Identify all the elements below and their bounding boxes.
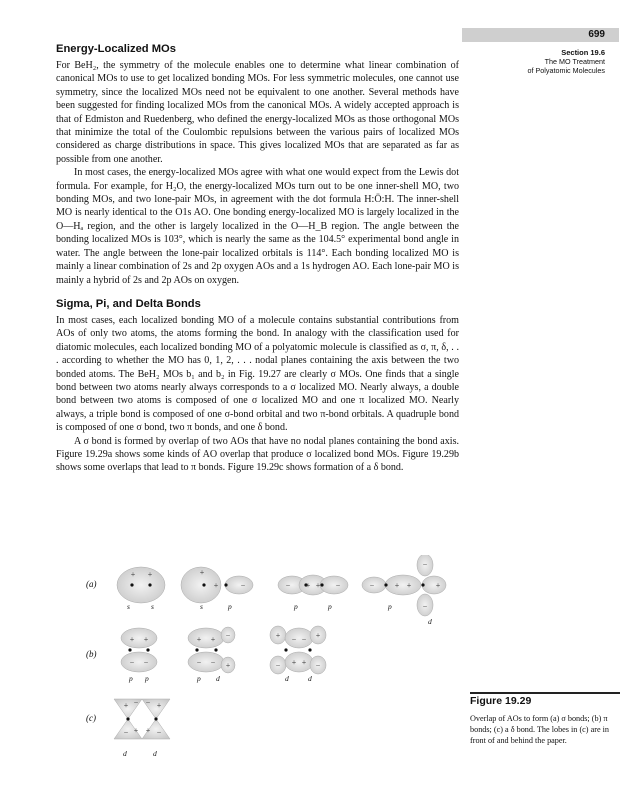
ao-label: d (285, 674, 289, 683)
main-text-column (56, 42, 459, 475)
ao-label: d (428, 617, 432, 626)
svg-text:−: − (145, 698, 151, 707)
orbital-overlap-drawings (56, 555, 466, 775)
svg-text:−: − (335, 581, 341, 590)
svg-text:−: − (196, 658, 202, 667)
section-heading-sigma-pi-delta: Sigma, Pi, and Delta Bonds (56, 297, 201, 310)
section-title-line2: of Polyatomic Molecules (527, 66, 605, 75)
svg-text:+: + (210, 635, 216, 644)
section-number: Section 19.6 (561, 48, 605, 57)
svg-text:+: + (199, 568, 205, 577)
svg-text:+: + (156, 701, 162, 710)
svg-text:−: − (133, 698, 139, 707)
row-label-c: (c) (86, 713, 96, 723)
svg-text:+: + (133, 726, 139, 735)
svg-text:+: + (145, 726, 151, 735)
ao-label: s (200, 602, 203, 611)
svg-text:−: − (129, 658, 135, 667)
ao-label: d (153, 749, 157, 758)
svg-text:+: + (130, 570, 136, 579)
svg-text:+: + (435, 581, 441, 590)
overlap-p-d (362, 555, 446, 616)
svg-text:+: + (305, 581, 311, 590)
running-section-head (455, 48, 605, 75)
ao-label: p (228, 602, 232, 611)
svg-text:+: + (213, 581, 219, 590)
svg-text:−: − (225, 631, 231, 640)
svg-text:−: − (285, 581, 291, 590)
svg-text:+: + (301, 658, 307, 667)
overlap-s-s (117, 567, 165, 603)
figure-caption (470, 692, 620, 746)
ao-label: d (216, 674, 220, 683)
svg-text:+: + (123, 701, 129, 710)
svg-text:−: − (422, 560, 428, 569)
paragraph: For BeH₂, the symmetry of the molecule enables one to determine what linear combination of canonical MOs to use to get localized bonding MOs. For less symmetric molecules, one cannot use symmetry, since the localized MOs need not be equivalent to one another. Several methods have been suggested for finding localized MOs from the canonical MOs. A widely accepted approach is that of Edmiston and Ruedenberg, who defined the energy-localized MOs as those orthogonal MOs that minimize the total of the Coulombic repulsions between the various pairs of localized MOs considered as charge distributions in space. This gives localized MOs that are separated as far as possible from one another. (56, 60, 459, 165)
svg-text:−: − (369, 581, 375, 590)
svg-text:−: − (315, 661, 321, 670)
figure-caption-text: Overlap of AOs to form (a) σ bonds; (b) π bonds; (c) a δ bond. The lobes in (c) are in front of and behind the paper. (470, 714, 609, 745)
ao-label: s (151, 602, 154, 611)
overlap-delta-d-d (114, 699, 170, 739)
svg-text:−: − (123, 728, 129, 737)
ao-label: p (129, 674, 133, 683)
svg-text:+: + (196, 635, 202, 644)
svg-text:−: − (275, 661, 281, 670)
svg-text:−: − (301, 635, 307, 644)
ao-label: d (123, 749, 127, 758)
figure-19-29-diagram (56, 555, 466, 775)
section-title-line1: The MO Treatment (544, 57, 605, 66)
svg-text:−: − (156, 728, 162, 737)
ao-label: p (197, 674, 201, 683)
svg-text:+: + (315, 581, 321, 590)
ao-label: p (328, 602, 332, 611)
svg-text:+: + (315, 631, 321, 640)
svg-text:−: − (422, 602, 428, 611)
svg-text:+: + (394, 581, 400, 590)
row-label-b: (b) (86, 649, 97, 659)
figure-title: Figure 19.29 (470, 692, 620, 707)
paragraph: In most cases, each localized bonding MO of a molecule contains substantial contributions from AOs of only two atoms, the atoms forming the bond. In analogy with the classification used for diatomic molecules, each localized bonding MO of a polyatomic molecule is classified as σ, π, δ, . . . according to whether the MO has 0, 1, 2, . . . nodal planes containing the axis between the two bonded atoms. The BeH₂ MOs b₁ and b₂ in Fig. 19.27 are clearly σ MOs. One finds that a single bond between two atoms nearly always corresponds to a σ localized MO. Nearly always, a double bond between two atoms is composed of one σ localized MO and one π localized MO. Nearly always, a triple bond is composed of one σ-bond orbital and two π-bond orbitals. A quadruple bond is composed of one σ bond, two π bonds, and one δ bond. (56, 314, 459, 434)
svg-text:−: − (291, 635, 297, 644)
svg-text:−: − (240, 581, 246, 590)
svg-text:−: − (210, 658, 216, 667)
svg-text:+: + (129, 635, 135, 644)
svg-text:+: + (225, 661, 231, 670)
svg-text:+: + (406, 581, 412, 590)
svg-text:+: + (143, 635, 149, 644)
svg-text:+: + (291, 658, 297, 667)
ao-label: p (145, 674, 149, 683)
section-heading-energy-localized: Energy-Localized MOs (56, 43, 176, 55)
row-label-a: (a) (86, 579, 97, 589)
paragraph: A σ bond is formed by overlap of two AOs that have no nodal planes containing the bond axis. Figure 19.29a shows some kinds of AO overlap that produce σ localized bond MOs. Figure 19.29b shows some overlaps that lead to π bonds. Figure 19.29c shows formation of a δ bond. (56, 435, 459, 474)
svg-text:−: − (143, 658, 149, 667)
ao-label: d (308, 674, 312, 683)
overlap-pi-p-p (121, 628, 157, 672)
ao-label: s (127, 602, 130, 611)
svg-text:+: + (275, 631, 281, 640)
page-number: 699 (588, 29, 605, 40)
ao-label: p (294, 602, 298, 611)
svg-text:+: + (147, 570, 153, 579)
ao-label: p (388, 602, 392, 611)
paragraph: In most cases, the energy-localized MOs agree with what one would expect from the Lewis dot formula. For example, for H₂O, the energy-localized MOs turn out to be one inner-shell MO, two bonding MOs, and two lone-pair MOs, in agreement with the dot formula H:Ö:H. The inner-shell MO is nearly identical to the O1s AO. One bonding energy-localized MO is largely localized in the O—Hₐ region, and the other is largely localized in the O—H_B region. The angle between the bonding localized MOs is 103°, which is nearly the same as the 104.5° experimental bond angle in water. The angle between the lone-pair localized orbitals is 114°. Each bonding localized MO is mainly a linear combination of 2s and 2p oxygen AOs and a 1s hydrogen AO. Each lone-pair MO is mainly a hybrid of 2s and 2p AOs on oxygen. (56, 167, 459, 286)
